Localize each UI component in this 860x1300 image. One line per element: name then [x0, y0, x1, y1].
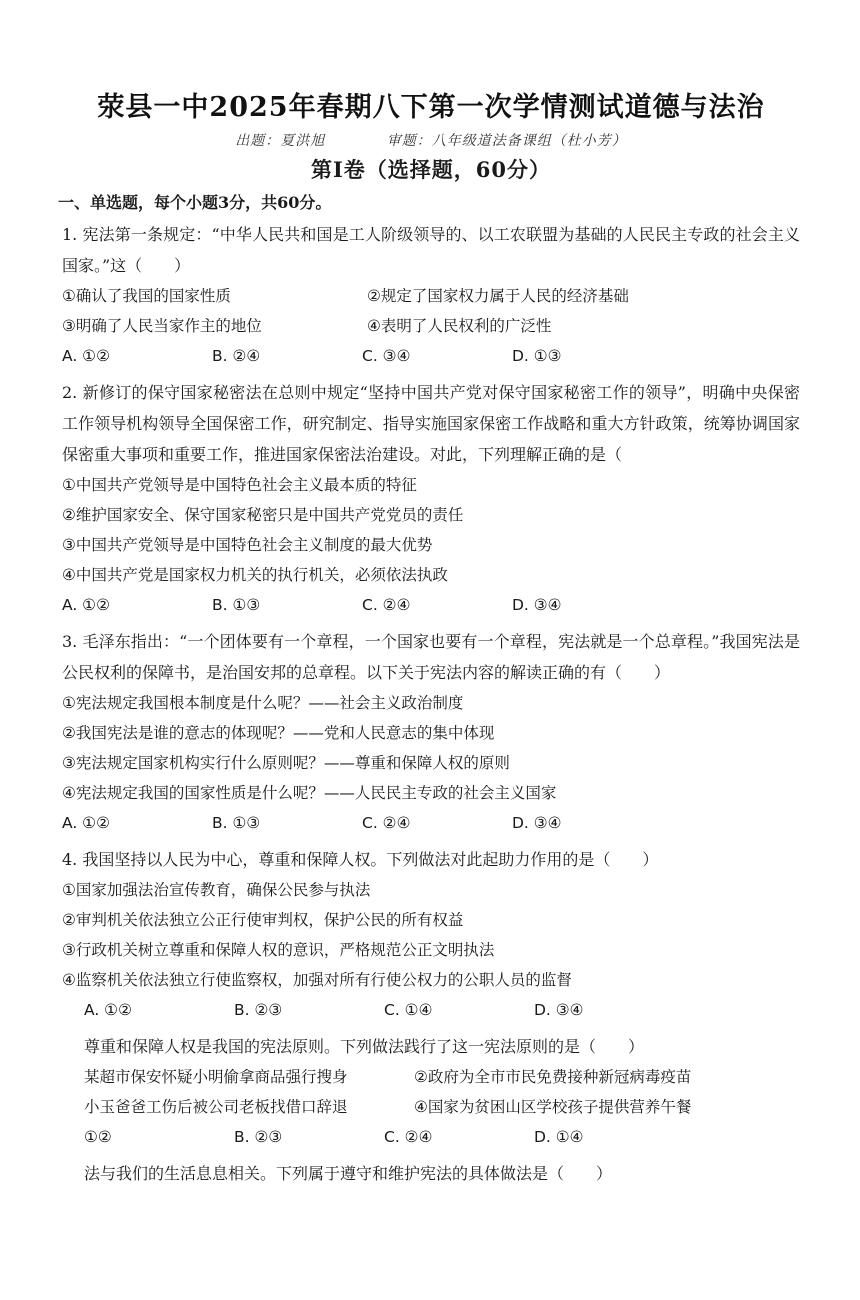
option: ②审判机关依法独立公正行使审判权，保护公民的所有权益: [62, 911, 464, 929]
answer-b: B. ①③: [212, 596, 261, 614]
option: ①宪法规定我国根本制度是什么呢？——社会主义政治制度: [62, 694, 464, 712]
option: ③明确了人民当家作主的地位: [62, 317, 262, 335]
option: ③行政机关树立尊重和保障人权的意识，严格规范公正文明执法: [62, 941, 495, 959]
reviewer-line: 审题：八年级道法备课组（杜小芳）: [386, 133, 627, 149]
option: ④中国共产党是国家权力机关的执行机关，必须依法执政: [62, 566, 448, 584]
answer-d: D. ③④: [512, 814, 562, 832]
answer-d: D. ①③: [512, 347, 562, 365]
exam-page: [0, 85, 860, 1300]
option: ①中国共产党领导是中国特色社会主义最本质的特征: [62, 476, 417, 494]
question-stem: 法与我们的生活息息相关。下列属于遵守和维护宪法的具体做法是（ ）: [84, 1164, 613, 1183]
author-line: 出题：夏洪旭: [235, 133, 326, 149]
option: ①国家加强法治宣传教育，确保公民参与执法: [62, 881, 371, 899]
question-stem: 2. 新修订的保守国家秘密法在总则中规定“坚持中国共产党对保守国家秘密工作的领导”，明确中央保密工作领导机构领导全国保密工作，研究制定、指导实施国家保密工作战略和重大方针政策，统筹协调国家保密重大事项和重要工作，推进国家保密法治建设。对此，下列理解正确的是（: [62, 383, 800, 464]
option: ②规定了国家权力属于人民的经济基础: [367, 287, 629, 305]
option: 某超市保安怀疑小明偷拿商品强行搜身: [84, 1068, 348, 1086]
question-stem: 4. 我国坚持以人民为中心，尊重和保障人权。下列做法对此起助力作用的是（ ）: [62, 850, 659, 869]
answer-b: B. ②③: [234, 1001, 283, 1019]
option: 小玉爸爸工伤后被公司老板找借口辞退: [84, 1098, 348, 1116]
answer-c: C. ②④: [362, 814, 411, 832]
answer-d: D. ③④: [512, 596, 562, 614]
answer-c: C. ③④: [362, 347, 411, 365]
answer-c: C. ②④: [384, 1128, 433, 1146]
question-stem: 1. 宪法第一条规定：“中华人民共和国是工人阶级领导的、以工农联盟为基础的人民民主专政的社会主义国家。”这（ ）: [62, 225, 800, 275]
option: ③宪法规定国家机构实行什么原则呢？——尊重和保障人权的原则: [62, 754, 510, 772]
answer-a: A. ①②: [62, 596, 110, 614]
option: ①确认了我国的国家性质: [62, 287, 231, 305]
answer-d: D. ③④: [534, 1001, 584, 1019]
answer-b: B. ①③: [212, 814, 261, 832]
answer-choices: [62, 995, 800, 1025]
answer-b: B. ②③: [234, 1128, 283, 1146]
option: ④表明了人民权利的广泛性: [367, 317, 552, 335]
answer-a: ①②: [84, 1128, 112, 1146]
answer-choices: [62, 808, 800, 838]
option: ④监察机关依法独立行使监察权，加强对所有行使公权力的公职人员的监督: [62, 971, 572, 989]
option: ②政府为全市市民免费接种新冠病毒疫苗: [414, 1068, 692, 1086]
question-stem: 尊重和保障人权是我国的宪法原则。下列做法践行了这一宪法原则的是（ ）: [84, 1037, 645, 1056]
option: ③中国共产党领导是中国特色社会主义制度的最大优势: [62, 536, 433, 554]
exam-meta: [62, 130, 800, 150]
question-stem: 3. 毛泽东指出：“一个团体要有一个章程，一个国家也要有一个章程，宪法就是一个总章程。”我国宪法是公民权利的保障书，是治国安邦的总章程。以下关于宪法内容的解读正确的有（ ）: [62, 632, 800, 682]
answer-a: A. ①②: [62, 814, 110, 832]
answer-choices: [62, 590, 800, 620]
answer-a: A. ①②: [84, 1001, 132, 1019]
question-3: [62, 626, 800, 838]
option: ④国家为贫困山区学校孩子提供营养午餐: [414, 1098, 692, 1116]
option: ②我国宪法是谁的意志的体现呢？——党和人民意志的集中体现: [62, 724, 495, 742]
answer-a: A. ①②: [62, 347, 110, 365]
question-5: [62, 1031, 800, 1152]
section-title: 第Ⅰ卷（选择题，60分）: [310, 157, 552, 182]
exam-title: 荥县一中2025年春期八下第一次学情测试道德与法治: [97, 92, 765, 123]
answer-b: B. ②④: [212, 347, 261, 365]
question-6: [62, 1158, 800, 1189]
question-2: [62, 377, 800, 620]
question-1: [62, 219, 800, 371]
option: ②维护国家安全、保守国家秘密只是中国共产党党员的责任: [62, 506, 464, 524]
answer-choices: [84, 1122, 800, 1152]
option: ④宪法规定我国的国家性质是什么呢？——人民民主专政的社会主义国家: [62, 784, 557, 802]
answer-choices: [62, 341, 800, 371]
answer-c: C. ②④: [362, 596, 411, 614]
answer-c: C. ①④: [384, 1001, 433, 1019]
answer-d: D. ①④: [534, 1128, 584, 1146]
question-4: [62, 844, 800, 1025]
part-title: 一、单选题，每个小题3分，共60分。: [58, 193, 332, 212]
